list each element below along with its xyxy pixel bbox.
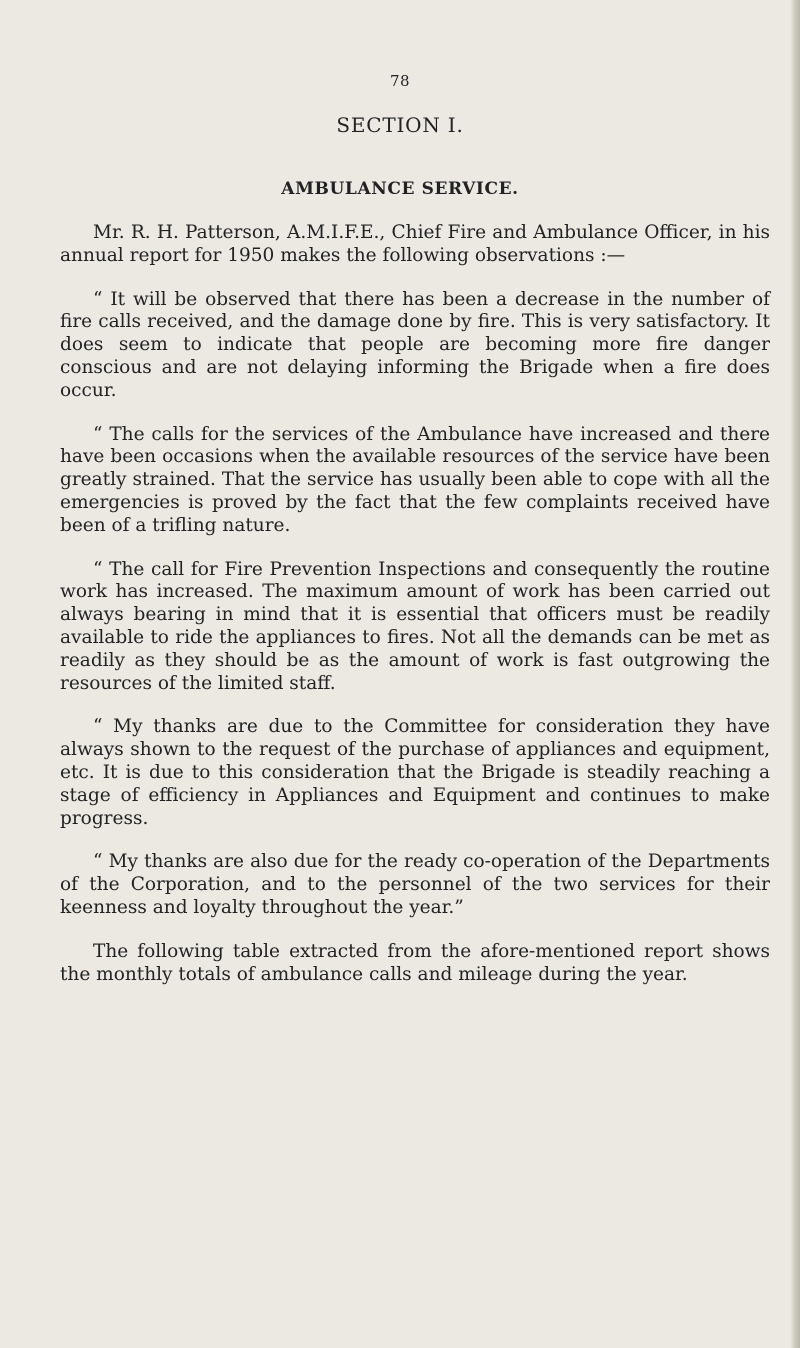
page-edge-shadow bbox=[790, 0, 800, 1348]
paragraph-ambulance-calls: “ The calls for the services of the Ambulance have increased and there have been occasions when the available resources of the service have been greatly strained. That the service has usually been able to cope with all the emergencies is proved by the fact that the few complaints received have been of a trifling nature. bbox=[60, 423, 770, 536]
paragraph-cooperation-thanks: “ My thanks are also due for the ready co-operation of the Departments of the Corporation, and to the personnel of the two services for their keenness and loyalty throughout the year.” bbox=[60, 851, 770, 918]
section-heading: SECTION I. bbox=[336, 113, 464, 137]
page-number: 78 bbox=[389, 72, 411, 90]
paragraph-intro: Mr. R. H. Patterson, A.M.I.F.E., Chief Fire and Ambulance Officer, in his annual report for 1950 makes the following observations :— bbox=[60, 222, 770, 266]
paragraph-fire-calls: “ It will be observed that there has been a decrease in the number of fire calls received, and the damage done by fire. This is very satisfactory. It does seem to indicate that people are becoming more fire danger conscious and are not delaying informing the Brigade when a fire does occur. bbox=[60, 288, 770, 401]
report-body bbox=[60, 222, 770, 1007]
paragraph-table-intro: The following table extracted from the afore-mentioned report shows the monthly totals of ambulance calls and mileage during the year. bbox=[60, 940, 770, 985]
service-heading: AMBULANCE SERVICE. bbox=[281, 179, 519, 199]
paragraph-fire-prevention: “ The call for Fire Prevention Inspections and consequently the routine work has increased. The maximum amount of work has been carried out always bearing in mind that it is essential that officers must be readily available to ride the appliances to fires. Not all the demands can be met as readily as they should be as the amount of work is fast outgrowing the resources of the limited staff. bbox=[60, 558, 770, 694]
paragraph-committee-thanks: “ My thanks are due to the Committee for consideration they have always shown to the request of the purchase of appliances and equipment, etc. It is due to this consideration that the Brigade is steadily reaching a stage of efficiency in Appliances and Equipment and continues to make progress. bbox=[60, 716, 770, 829]
